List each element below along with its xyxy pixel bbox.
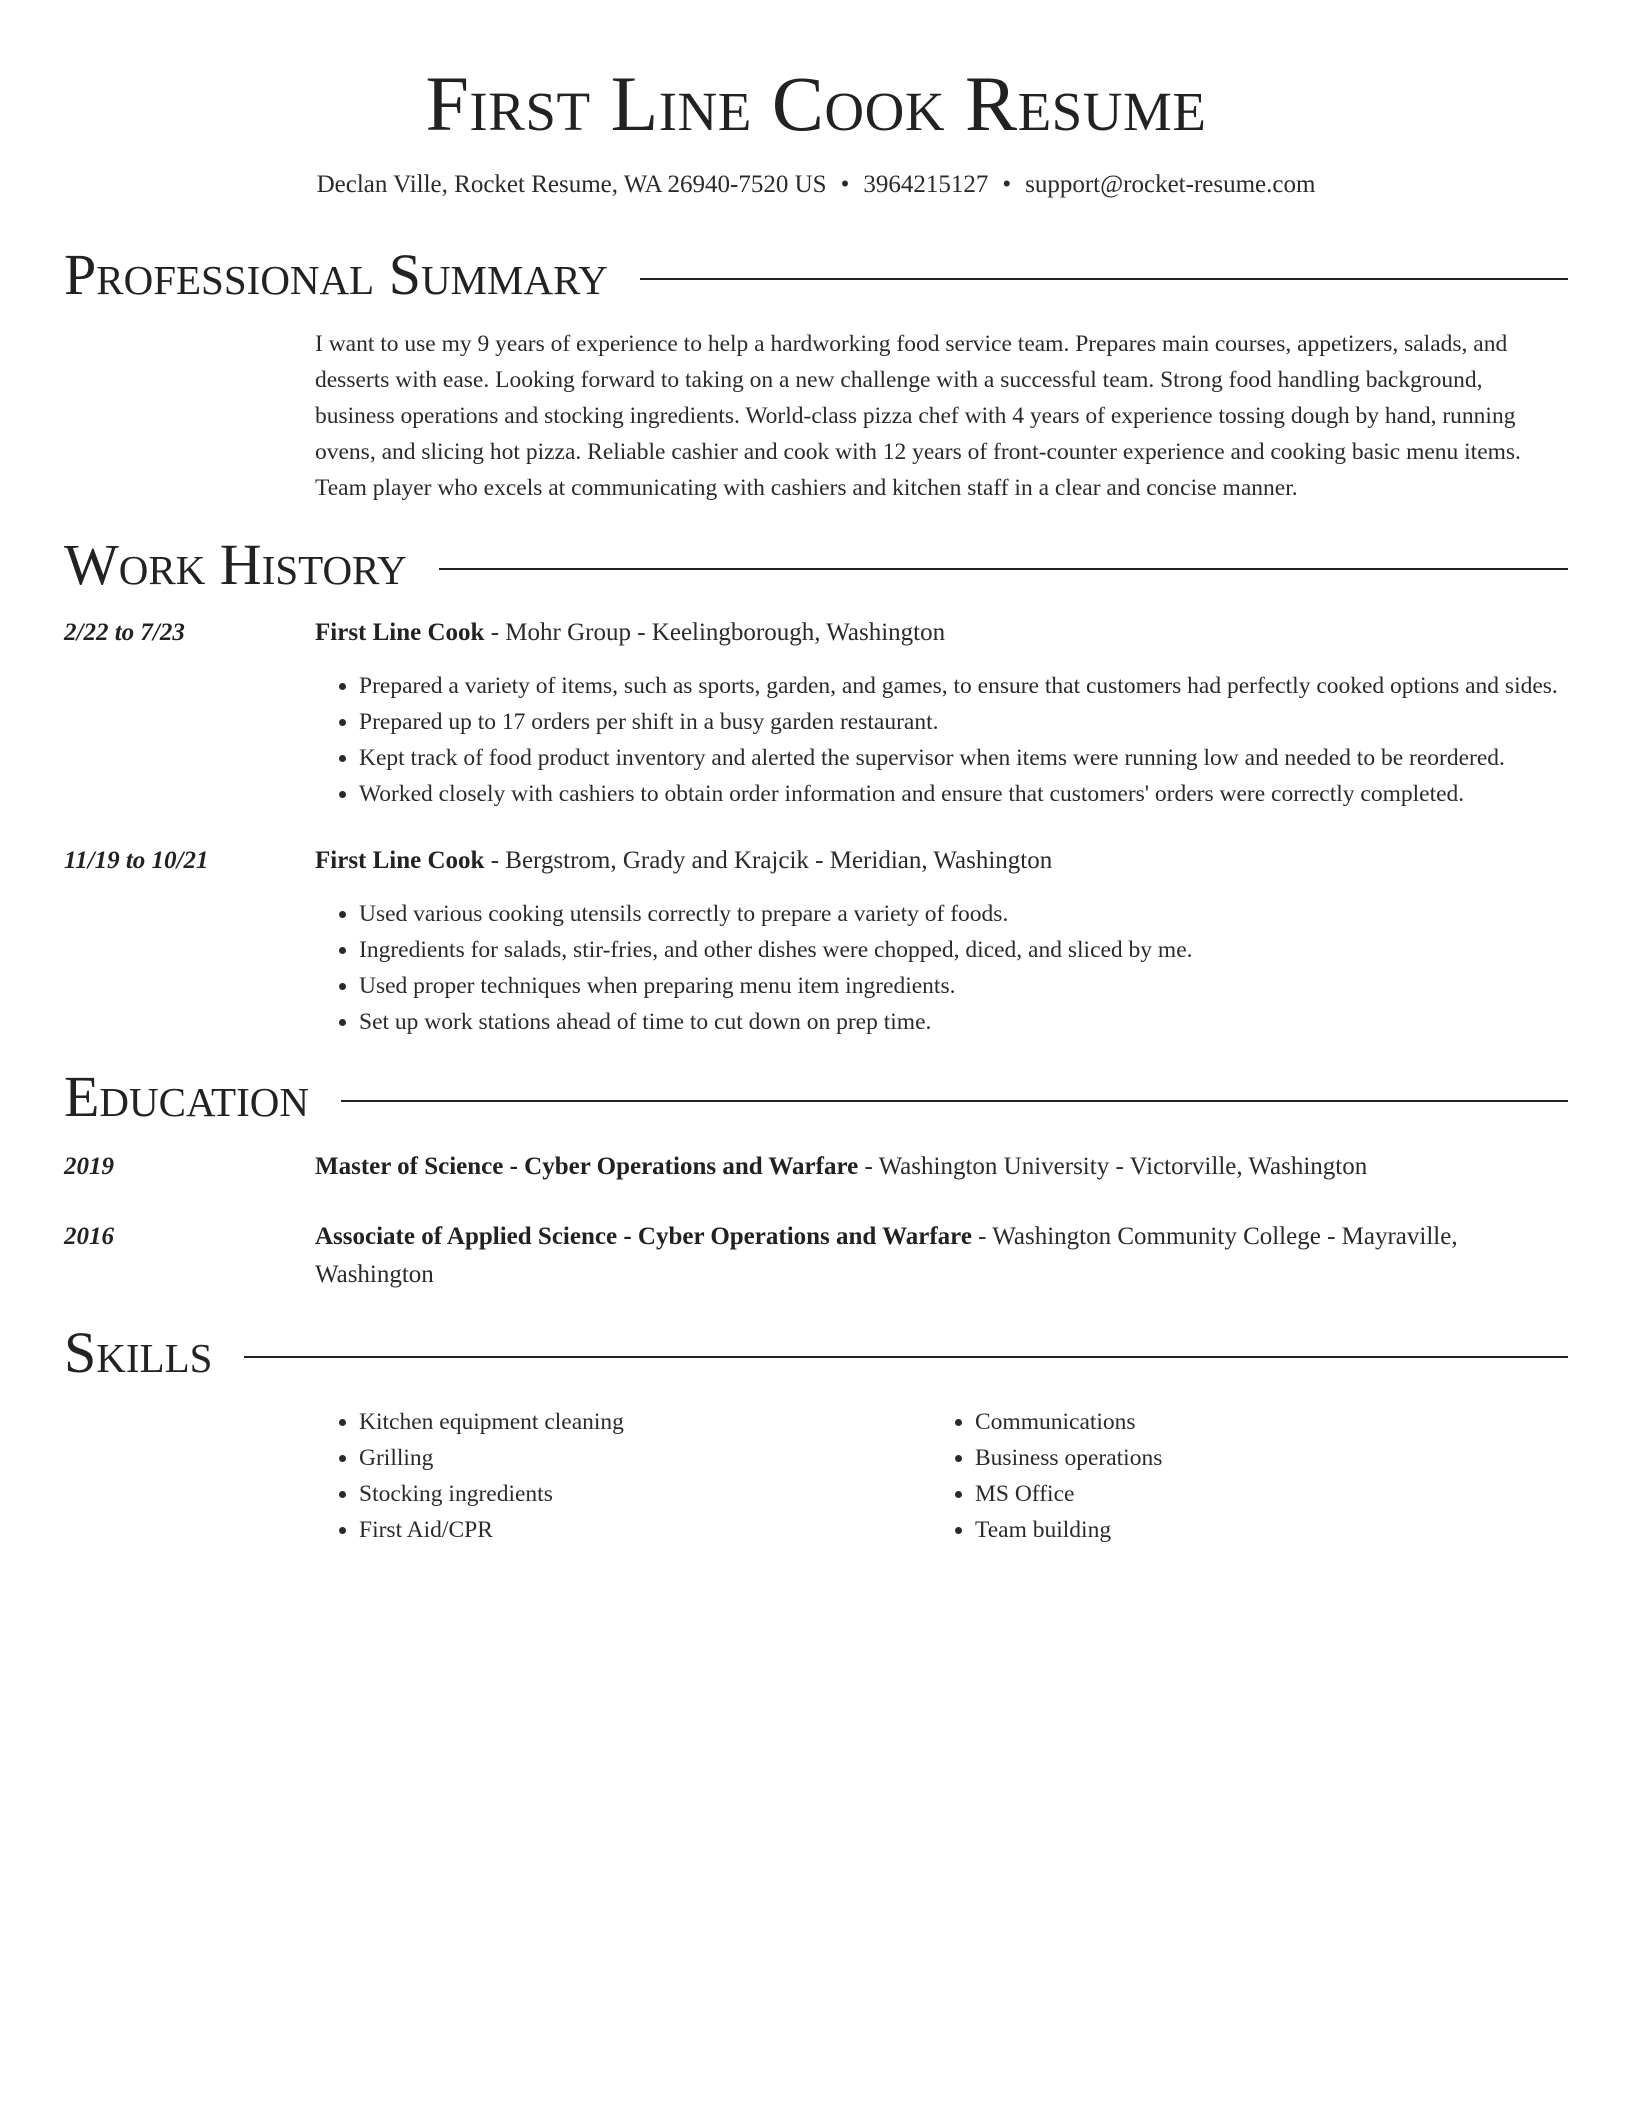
education-entry-title	[315, 1218, 1568, 1294]
contact-line	[64, 168, 1568, 202]
skill-item: • Kitchen equipment cleaning	[359, 1404, 931, 1440]
work-entry-bullets	[315, 896, 1568, 1040]
work-entry-body	[315, 842, 1568, 1040]
list-item: • Prepared up to 17 orders per shift in a busy garden restaurant.	[359, 704, 1568, 740]
skill-item: • Business operations	[975, 1440, 1547, 1476]
summary-section-header	[64, 242, 1568, 307]
summary-text: I want to use my 9 years of experience to help a hardworking food service team. Prepares main courses, appetizers, salads, and desserts with ease. Looking forward to taking on a new challenge with a successful team. Strong food handling background, business operations and stocking ingredients. World-class pizza chef with 4 years of experience tossing dough by hand, running ovens, and slicing hot pizza. Reliable cashier and cook with 12 years of front-counter experience and cooking basic menu items. Team player who excels at communicating with cashiers and kitchen staff in a clear and concise manner.	[315, 331, 1521, 501]
education-section-title: Education	[64, 1064, 309, 1129]
resume-page	[64, 0, 1568, 1548]
contact-separator: •	[840, 171, 850, 198]
resume-title: First Line Cook Resume	[425, 60, 1207, 147]
work-entry-bullets	[315, 668, 1568, 812]
contact-email: support@rocket-resume.com	[1025, 171, 1316, 198]
work-entry-details: - Mohr Group - Keelingborough, Washington	[484, 619, 946, 646]
list-item: • Ingredients for salads, stir-fries, and other dishes were chopped, diced, and sliced by me.	[359, 932, 1568, 968]
work-section-title: Work History	[64, 532, 407, 597]
skills-section-header	[64, 1320, 1568, 1385]
education-entry-details: - Washington Community College - Mayraville, Washington	[315, 1223, 1458, 1288]
section-divider	[244, 1356, 1568, 1358]
education-entry-year: 2019	[64, 1153, 114, 1180]
list-item: • Used various cooking utensils correctly to prepare a variety of foods.	[359, 896, 1568, 932]
skill-item: • MS Office	[975, 1476, 1547, 1512]
summary-section-title: Professional Summary	[64, 242, 608, 307]
contact-address: Declan Ville, Rocket Resume, WA 26940-7520 US	[316, 171, 827, 198]
education-entry-year: 2016	[64, 1223, 114, 1250]
work-entry-title	[315, 842, 1568, 880]
work-entry-details: - Bergstrom, Grady and Krajcik - Meridian, Washington	[484, 847, 1053, 874]
work-entry-role: First Line Cook	[315, 619, 485, 646]
skills-list-left	[315, 1404, 931, 1548]
contact-separator: •	[1002, 171, 1012, 198]
skills-columns	[315, 1404, 1568, 1548]
work-entry-dates: 2/22 to 7/23	[64, 619, 185, 646]
skill-item: • Stocking ingredients	[359, 1476, 931, 1512]
work-entry-role: First Line Cook	[315, 847, 485, 874]
education-entry-details: - Washington University - Victorville, Washington	[858, 1153, 1368, 1180]
skill-item: • Communications	[975, 1404, 1547, 1440]
skills-section-title: Skills	[64, 1320, 213, 1385]
list-item: • Set up work stations ahead of time to cut down on prep time.	[359, 1004, 1568, 1040]
section-divider	[439, 568, 1568, 570]
education-entry-body	[315, 1148, 1568, 1186]
education-entry-body	[315, 1218, 1568, 1294]
education-entry-title	[315, 1148, 1568, 1186]
education-entry-degree: Associate of Applied Science - Cyber Operations and Warfare	[315, 1223, 972, 1250]
section-divider	[341, 1100, 1568, 1102]
section-divider	[640, 278, 1568, 280]
education-entry	[64, 1218, 1568, 1294]
list-item: • Worked closely with cashiers to obtain order information and ensure that customers' orders were correctly completed.	[359, 776, 1568, 812]
skill-item: • First Aid/CPR	[359, 1512, 931, 1548]
work-section-header	[64, 532, 1568, 597]
skill-item: • Grilling	[359, 1440, 931, 1476]
work-entry	[64, 842, 1568, 1040]
list-item: • Used proper techniques when preparing menu item ingredients.	[359, 968, 1568, 1004]
skills-list-right	[931, 1404, 1547, 1548]
work-entry-dates: 11/19 to 10/21	[64, 847, 209, 874]
education-section-header	[64, 1064, 1568, 1129]
education-entry	[64, 1148, 1568, 1186]
work-entry	[64, 614, 1568, 812]
contact-phone: 3964215127	[863, 171, 989, 198]
skill-item: • Team building	[975, 1512, 1547, 1548]
list-item: • Prepared a variety of items, such as sports, garden, and games, to ensure that customers had perfectly cooked options and sides.	[359, 668, 1568, 704]
work-entry-title	[315, 614, 1568, 652]
education-entry-degree: Master of Science - Cyber Operations and Warfare	[315, 1153, 859, 1180]
list-item: • Kept track of food product inventory and alerted the supervisor when items were running low and needed to be reordered.	[359, 740, 1568, 776]
work-entry-body	[315, 614, 1568, 812]
